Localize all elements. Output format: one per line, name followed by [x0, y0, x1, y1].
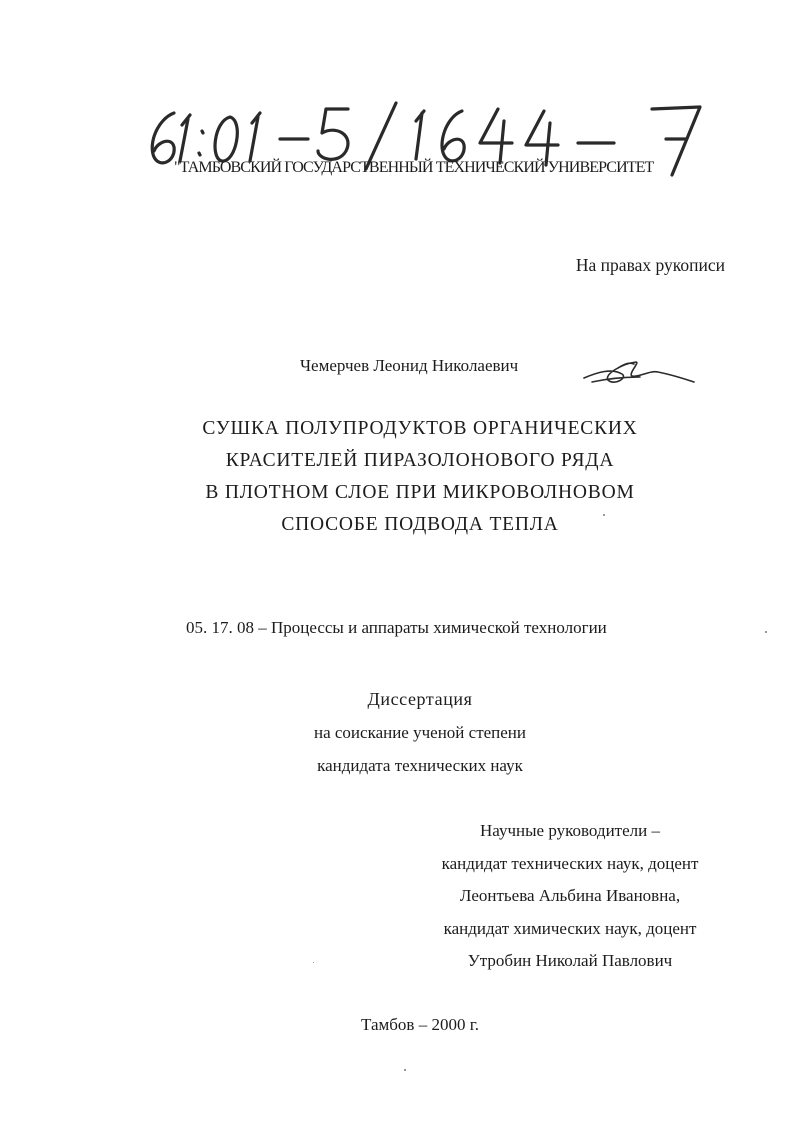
specialty-code: 05. 17. 08 – Процессы и аппараты химической технологии	[186, 618, 607, 637]
degree-info	[220, 683, 620, 782]
title-line: СПОСОБЕ ПОДВОДА ТЕПЛА	[281, 514, 559, 535]
advisor-title: кандидат технических наук, доцент	[441, 853, 699, 873]
university-name: "ТАМБОВСКИЙ ГОСУДАРСТВЕННЫЙ ТЕХНИЧЕСКИЙ УНИВЕРСИТЕТ	[174, 159, 654, 176]
city-year: Тамбов – 2000 г.	[361, 1015, 479, 1034]
document-type: Диссертация	[367, 689, 473, 709]
advisor-name: Утробин Николай Павлович	[467, 951, 673, 970]
title-line: СУШКА ПОЛУПРОДУКТОВ ОРГАНИЧЕСКИХ	[202, 418, 638, 439]
author-name: Чемерчев Леонид Николаевич	[300, 356, 519, 375]
title-line: КРАСИТЕЛЕЙ ПИРАЗОЛОНОВОГО РЯДА	[225, 450, 615, 471]
author-signature	[578, 352, 698, 392]
scan-speck	[603, 514, 605, 516]
scan-speck	[765, 631, 767, 633]
advisor-name: Леонтьева Альбина Ивановна,	[459, 886, 681, 905]
dissertation-title	[120, 413, 720, 541]
scientific-advisors	[405, 815, 735, 978]
scan-speck	[313, 962, 314, 963]
advisors-heading: Научные руководители –	[480, 821, 660, 840]
degree-purpose: на соискание ученой степени	[313, 723, 527, 742]
degree-name: кандидата технических наук	[317, 756, 523, 775]
title-line: В ПЛОТНОМ СЛОЕ ПРИ МИКРОВОЛНОВОМ	[205, 482, 635, 503]
advisor-title: кандидат химических наук, доцент	[443, 918, 697, 938]
scan-speck	[404, 1069, 406, 1071]
manuscript-rights-note: На правах рукописи	[575, 255, 725, 275]
